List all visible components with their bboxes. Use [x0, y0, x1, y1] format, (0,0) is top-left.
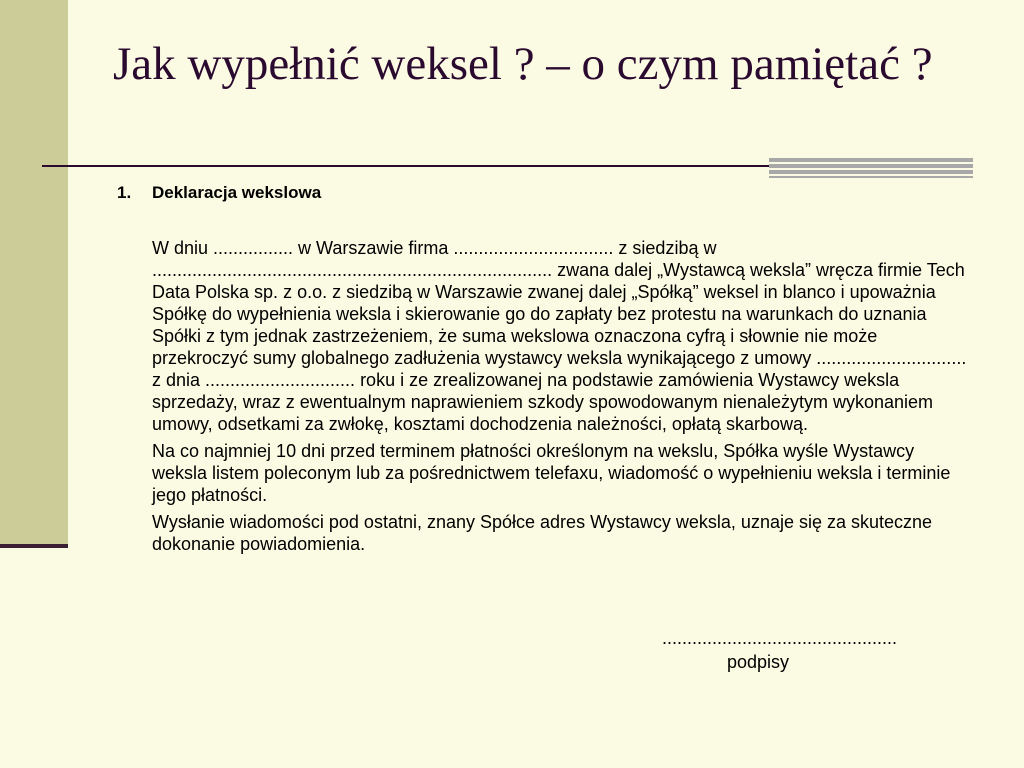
signature-block — [662, 627, 972, 673]
title-accent-bar — [769, 158, 973, 178]
signature-line: ............................................... — [662, 628, 898, 648]
section-number: 1. — [117, 183, 132, 202]
paragraph-declaration: W dniu ................ w Warszawie firma ................................ z siedzibą w ................................................................................ zwana dalej „Wystawcą weksla” wręcza firmie Tech Data Polska sp. z o.o. z siedzibą w Warszawie zwanej dalej „Spółką” weksel in blanco i upoważnia Spółkę do wypełnienia weksla i skierowanie go do zapłaty bez protestu na warunkach do uznania Spółki z tym jednak zastrzeżeniem, że suma wekslowa oznaczona cyfrą i słownie nie może przekroczyć sumy globalnego zadłużenia wystawcy weksla wynikającego z umowy .............................. z dnia .............................. roku i ze zrealizowanej na podstawie zamówienia Wystawcy weksla sprzedaży, wraz z ewentualnym naprawieniem szkody spowodowanym nienależytym wykonaniem umowy, odsetkami za zwłokę, kosztami dochodzenia należności, opłatą skarbową. — [152, 238, 967, 434]
title-divider — [42, 165, 769, 167]
decorative-sidebar — [0, 0, 68, 545]
sidebar-underline — [0, 544, 68, 548]
section-title: Deklaracja wekslowa — [152, 183, 322, 202]
slide-content — [117, 180, 967, 555]
paragraph-notice: Na co najmniej 10 dni przed terminem płatności określonym na wekslu, Spółka wyśle Wystawcy weksla listem poleconym lub za pośrednictwem telefaxu, wiadomość o wypełnieniu weksla i terminie jego płatności. — [152, 441, 951, 505]
declaration-body — [152, 237, 967, 555]
slide-title: Jak wypełnić weksel ? – o czym pamiętać ? — [113, 38, 933, 90]
section-heading — [117, 180, 967, 206]
paragraph-address: Wysłanie wiadomości pod ostatni, znany Spółce adres Wystawcy weksla, uznaje się za skuteczne dokonanie powiadomienia. — [152, 512, 933, 554]
signature-label: podpisy — [727, 652, 790, 672]
